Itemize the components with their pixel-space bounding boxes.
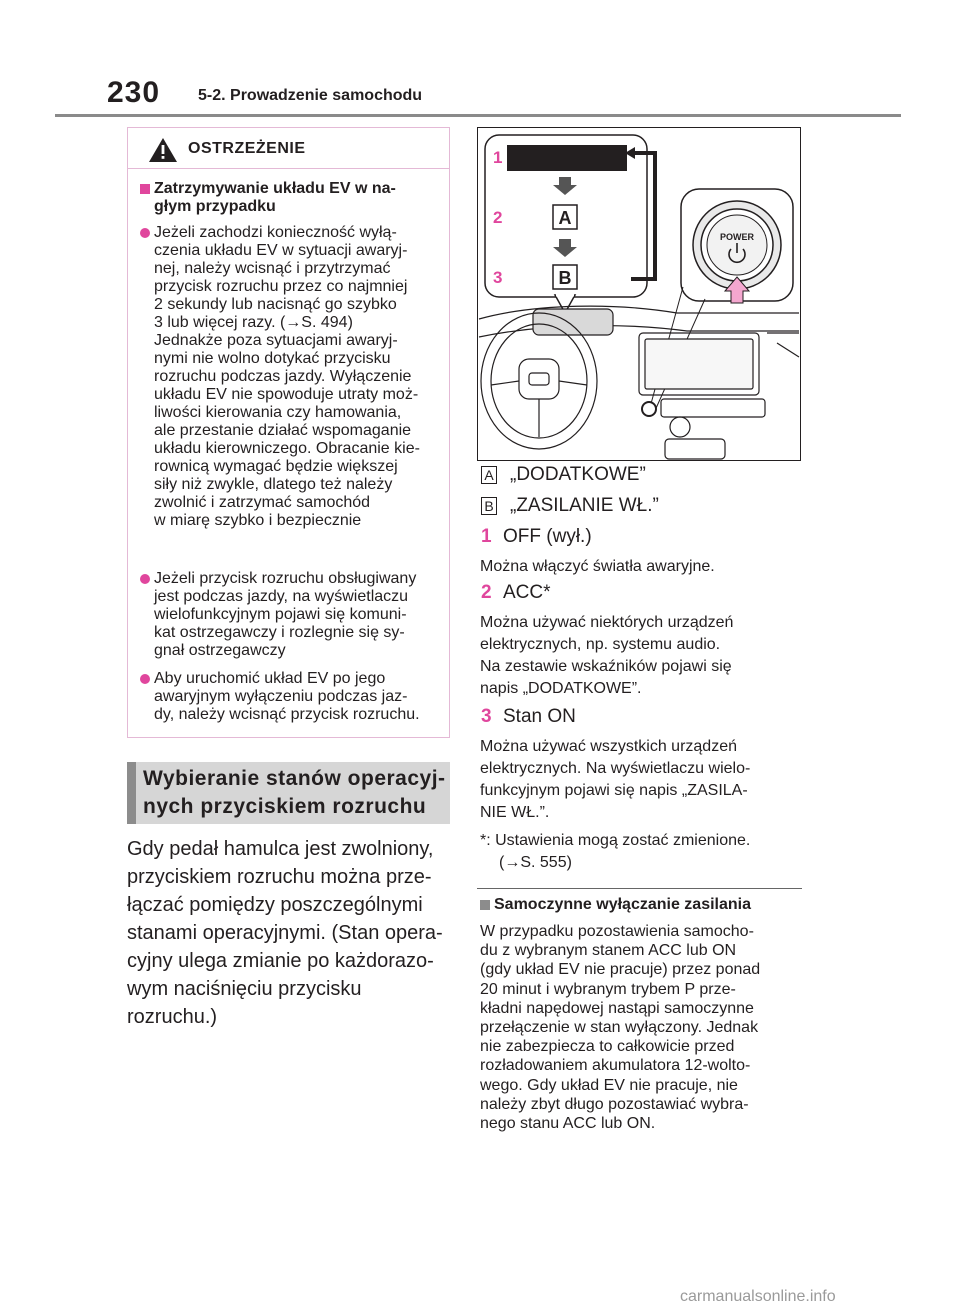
text-line: przycisk rozruchu przez co najmniej (154, 278, 408, 295)
text-line: należy zbyt długo pozostawiać wybra- (480, 1095, 749, 1113)
section-heading-bar (127, 762, 136, 824)
warning-subheading (154, 180, 396, 216)
power-label: POWER (719, 232, 755, 242)
text-line: Można używać wszystkich urządzeń (480, 738, 737, 755)
box-letter-a: A (558, 208, 572, 228)
text-line: wielofunkcyjnym pojawi się komuni- (154, 606, 407, 623)
text-line: siły niż zwykle, dlatego też należy (154, 476, 393, 493)
text-line: ale przestanie działać wspomaganie (154, 422, 412, 439)
text-line: 2 sekundy lub nacisnąć go szybko (154, 296, 397, 313)
intro-paragraph (127, 835, 457, 1031)
text-line: stanami operacyjnymi. (Stan opera- (127, 922, 443, 944)
text-line: nej, należy wcisnąć i przytrzymać (154, 260, 391, 277)
watermark: carmanualsonline.info (680, 1288, 836, 1305)
text-line: funkcyjnym pojawi się napis „ZASILA- (480, 782, 748, 799)
box-letter-b: B (558, 268, 572, 288)
text-line: W przypadku pozostawienia samocho- (480, 923, 754, 940)
step-number-3: 3 (493, 268, 503, 287)
page-number: 230 (107, 76, 161, 109)
warning-bullet-1 (154, 224, 420, 530)
text-line: du z wybranym stanem ACC lub ON (480, 942, 737, 960)
text-line: Jeżeli przycisk rozruchu obsługiwany (154, 570, 417, 587)
text-line: kładni napędowej nastąpi samoczynne (480, 999, 754, 1017)
auto-off-heading: Samoczynne wyłączanie zasilania (494, 896, 752, 913)
text-line: Można używać niektórych urządzeń (480, 614, 734, 631)
power-button-illustration (477, 127, 801, 461)
text-line: nymi nie wolno dotykać przycisku (154, 350, 391, 367)
subheading-line: Zatrzymywanie układu EV w na- (154, 180, 396, 197)
text-line: gnał ostrzegawczy (154, 642, 286, 659)
legend-text-b: „ZASILANIE WŁ.” (510, 495, 659, 516)
text-line: układu kierowniczego. Obracanie kie- (154, 440, 420, 457)
text-line: elektrycznych, np. systemu audio. (480, 636, 721, 653)
step-number-2: 2 (493, 208, 503, 227)
text-line: elektrycznych. Na wyświetlaczu wielo- (480, 760, 751, 777)
text-line: wym naciśnięciu przycisku rozruchu.) (127, 978, 362, 1028)
text-line: Gdy pedał hamulca jest zwolniony, (127, 838, 434, 860)
subheading-line: głym przypadku (154, 198, 276, 215)
legend-key-b: B (481, 497, 497, 515)
bullet-dot-icon (140, 228, 150, 238)
text-line: rownicą wymagać będzie większej (154, 458, 398, 475)
state-number-3: 3 (481, 706, 492, 727)
text-line: 3 lub więcej razy. (→S. 494) (154, 314, 353, 331)
auto-off-paragraph (480, 922, 760, 1133)
state-desc-3 (480, 736, 750, 824)
heading-line: Wybieranie stanów operacyj- (143, 767, 446, 790)
text-line: rozładowaniem akumulatora 12-wolto- (480, 1057, 751, 1075)
state-name-2: ACC* (503, 582, 551, 603)
text-line: Jednakże poza sytuacjami awaryj- (154, 332, 398, 349)
text-line: Można włączyć światła awaryjne. (480, 558, 715, 575)
text-line: przyciskiem rozruchu można prze- (127, 866, 432, 888)
text-line: czenia układu EV w sytuacji awaryj- (154, 242, 408, 259)
state-name-3: Stan ON (503, 706, 576, 727)
warning-header (128, 128, 449, 169)
text-line: jest podczas jazdy, na wyświetlaczu (154, 588, 409, 605)
text-line: układu EV nie spowoduje utraty moż- (154, 386, 419, 403)
display-bar (507, 145, 627, 171)
text-line: napis „DODATKOWE”. (480, 680, 642, 697)
text-line: Jeżeli zachodzi konieczność wyłą- (154, 224, 397, 241)
text-line: nego stanu ACC lub ON. (480, 1115, 656, 1133)
bullet-dot-icon (140, 674, 150, 684)
heading-square-icon (480, 900, 490, 910)
text-line: cyjny ulega zmianie po każdorazo- (127, 950, 434, 972)
header-rule (55, 114, 901, 117)
text-line: 20 minut i wybranym trybem P prze- (480, 980, 736, 998)
divider-rule (477, 888, 802, 889)
text-line: rozruchu podczas jazdy. Wyłączenie (154, 368, 412, 385)
warning-bullet-2 (154, 570, 416, 660)
step-number-1: 1 (493, 148, 503, 167)
text-line: kat ostrzegawczy i rozlegnie się sy- (154, 624, 405, 641)
text-line: Aby uruchomić układ EV po jego (154, 670, 386, 687)
text-line: w miarę szybko i bezpiecznie (154, 512, 362, 529)
warning-bullet-3 (154, 670, 420, 724)
section-title: 5-2. Prowadzenie samochodu (198, 87, 423, 104)
state-desc-2 (480, 612, 733, 700)
text-line: (gdy układ EV nie pracuje) przez ponad (480, 961, 761, 979)
state-number-2: 2 (481, 582, 492, 603)
warning-box (127, 127, 450, 738)
legend-key-a: A (481, 466, 497, 484)
warning-title: OSTRZEŻENIE (188, 140, 306, 157)
text-line: zwolnić i zatrzymać samochód (154, 494, 371, 511)
state-name-1: OFF (wył.) (503, 526, 592, 547)
text-line: awaryjnym wyłączeniu podczas jaz- (154, 688, 408, 705)
section-heading-text (143, 765, 446, 821)
warning-triangle-icon (148, 136, 178, 164)
state-desc-1 (480, 556, 715, 578)
text-line: NIE WŁ.”. (480, 804, 550, 821)
text-line: dy, należy wcisnąć przycisk rozruchu. (154, 706, 420, 723)
text-line: Na zestawie wskaźników pojawi się (480, 658, 732, 675)
footnote-line-1: *: Ustawienia mogą zostać zmienione. (480, 832, 751, 849)
text-line: liwości kierowania czy hamowania, (154, 404, 402, 421)
text-line: wego. Gdy układ EV nie pracuje, nie (480, 1076, 738, 1094)
legend-text-a: „DODATKOWE” (510, 464, 646, 485)
subheading-square-icon (140, 184, 150, 194)
bullet-dot-icon (140, 574, 150, 584)
heading-line: nych przyciskiem rozruchu (143, 795, 427, 818)
text-line: nie zabezpiecza to całkowicie przed (480, 1038, 735, 1056)
section-heading (127, 762, 450, 824)
text-line: przełączenie w stan wyłączony. Jednak (480, 1019, 759, 1037)
footnote-line-2: (→S. 555) (499, 854, 572, 871)
state-number-1: 1 (481, 526, 492, 547)
text-line: łączać pomiędzy poszczególnymi (127, 894, 423, 916)
